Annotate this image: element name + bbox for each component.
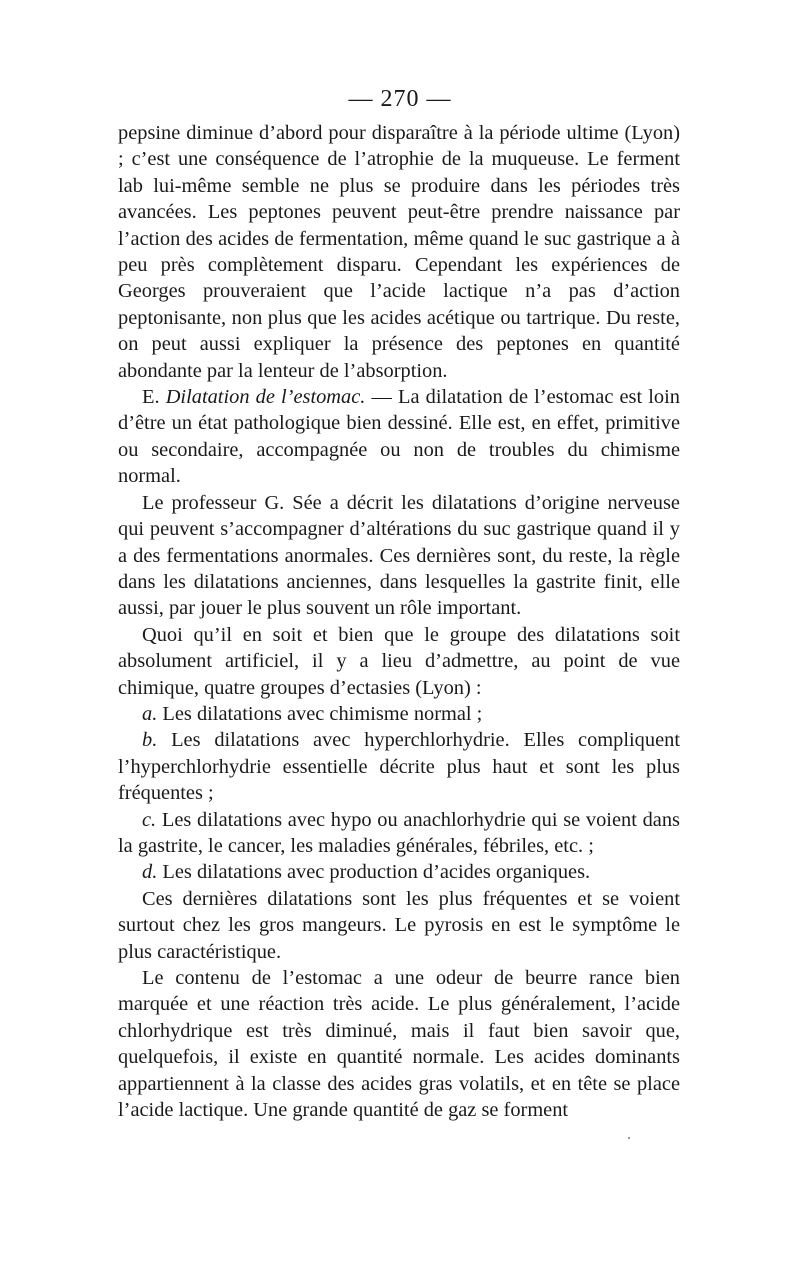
paragraph: Quoi qu’il en soit et bien que le groupe des dilatations soit absolument artificiel, il y a lieu d’admettre, au point de vue chimique, quatre groupes d’ectasies (Lyon) : <box>118 623 680 699</box>
list-item-text: Les dilatations avec hypo ou anachlorhydrie qui se voient dans la gastrite, le cancer, les maladies générales, fébriles, etc. ; <box>118 808 680 857</box>
section-text: — La dilatation de l’estomac est loin d’être un état pathologique bien dessiné. Elle est, en effet, primitive ou secondaire, accompagnée ou non de troubles du chimisme normal. <box>118 386 680 488</box>
list-item <box>118 807 680 860</box>
list-item-letter: a. <box>142 702 158 725</box>
page-number: — 270 — <box>348 86 452 112</box>
list-item-text: Les dilatations avec production d’acides organiques. <box>162 861 591 884</box>
body-text <box>118 120 680 1123</box>
list-item <box>118 727 680 806</box>
section-paragraph <box>118 384 680 490</box>
list-item <box>118 701 680 727</box>
paragraph: Le professeur G. Sée a décrit les dilatations d’origine nerveuse qui peuvent s’accompagner d’altérations du suc gastrique quand il y a des fermentations anormales. Ces dernières sont, du reste, la règle dans les dilatations anciennes, dans lesquelles la gastrite finit, elle aussi, par jouer le plus souvent un rôle important. <box>118 491 680 620</box>
list-item-text: Les dilatations avec hyperchlorhydrie. Elles compliquent l’hyperchlorhydrie essentielle décrite plus haut et sont les plus fréquentes ; <box>118 729 680 805</box>
paper-speck <box>628 1137 630 1139</box>
paragraph-continuation: pepsine diminue d’abord pour disparaître à la période ultime (Lyon) ; c’est une conséquence de l’atrophie de la muqueuse. Le ferment lab lui-même semble ne plus se produire dans les périodes très avancées. Les peptones peuvent peut-être prendre naissance par l’action des acides de fermentation, même quand le suc gastrique a à peu près complètement disparu. Cependant les expériences de Georges prouveraient que l’acide lactique n’a pas d’action peptonisante, non plus que les acides acétique ou tartrique. Du reste, on peut aussi expliquer la présence des peptones en quantité abondante par la lenteur de l’absorption. <box>118 122 680 382</box>
section-label: E. <box>142 386 160 409</box>
list-item <box>118 859 680 885</box>
list-item-text: Les dilatations avec chimisme normal ; <box>162 702 483 725</box>
paragraph: Le contenu de l’estomac a une odeur de beurre rance bien marquée et une réaction très acide. Le plus généralement, l’acide chlorhydrique est très diminué, mais il faut bien savoir que, quelquefois, il existe en quantité normale. Les acides dominants appartiennent à la classe des acides gras volatils, et en tête se place l’acide lactique. Une grande quantité de gaz se forment <box>118 967 680 1122</box>
section-title: Dilatation de l’estomac. <box>165 386 366 409</box>
list-item-letter: b. <box>142 729 158 752</box>
list-item-letter: c. <box>142 808 157 831</box>
list-item-letter: d. <box>142 861 158 884</box>
paragraph: Ces dernières dilatations sont les plus fréquentes et se voient surtout chez les gros mangeurs. Le pyrosis en est le symptôme le plus caractéristique. <box>118 887 680 963</box>
